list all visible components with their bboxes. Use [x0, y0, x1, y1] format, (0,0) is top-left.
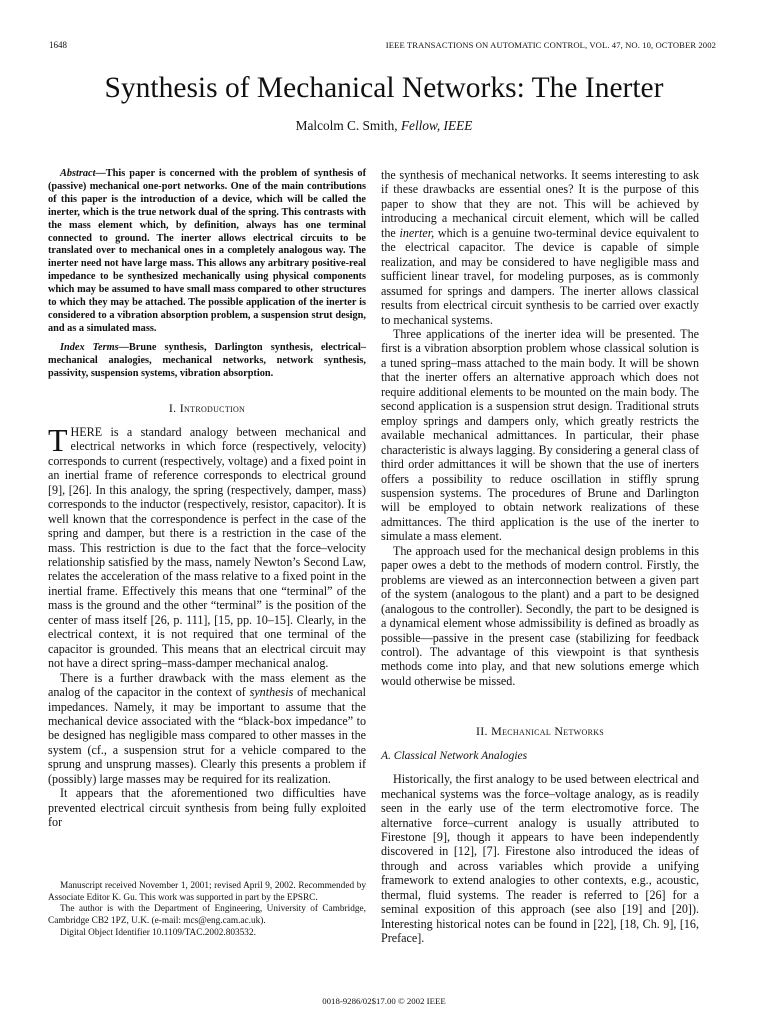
- footnote-doi: Digital Object Identifier 10.1109/TAC.2002.803532.: [60, 927, 256, 938]
- section2-paragraph-1: Historically, the first analogy to be used between electrical and mechanical systems was the force–voltage analogy, as is readily seen in the early use of the term electromotive force. The alternative force–current analogy is usually attributed to Firestone [9], though it appears to have been independently discovered in [12], [7]. Firestone also introduced the ideas of through and across variables which provide a unifying framework to extend analogies to other contexts, e.g., acoustic, thermal, fluid systems. The reader is referred to [26] for a seminal exposition of this approach (see also [19] and [20]). Interesting historical notes can be found in [22], [18, Ch. 9], [16, Preface].: [381, 772, 699, 946]
- dropcap: T: [48, 421, 68, 458]
- intro-paragraph-1-text: is a standard analogy between mechanical and electrical networks in which force (respectively, velocity) corresponds to current (respectively, voltage) and a fixed point in an inertial frame of reference corresponds to electrical ground [9], [26]. In this analogy, the spring (respectively, damper, mass) corresponds to the inductor (respectively, resistor, capacitor). It is well known that the correspondence is perfect in the case of the spring and damper, but there is a restriction in the case of the mass. This restriction is due to the fact that the force–velocity relationship satisfied by the mass, namely Newton’s Second Law, relates the acceleration of the mass relative to a fixed point in the inertial frame. Effectively this means that one “terminal” of the mass is the ground and the other “terminal” is the position of the center of mass itself [26, p. 111], [15, pp. 10–15]. Clearly, in the electrical context, it is not required that one terminal of the capacitor is grounded. This means that an electrical circuit may not have a direct spring–mass-damper mechanical analog.: [48, 424, 366, 671]
- intro-paragraph-4: Three applications of the inerter idea will be presented. The first is a vibration absorption problem whose classical solution is a tuned spring–mass attached to the main body. It will be shown that the inerter offers an alternative approach which does not require additional elements to be mounted on the main body. The second application is a suspension strut design. Traditional struts employ springs and dampers only, which greatly restricts the available mechanical admittances. In particular, their phase characteristic is always lagging. By considering a general class of third order admittances it will be shown that the use of inerters offers a possibility to reduce oscillation in stiffly sprung suspension systems. The procedures of Brune and Darlington will be employed to obtain network realizations of these admittances. The third application is the use of the inerter to simulate a mass element.: [381, 326, 699, 544]
- abstract-text: This paper is concerned with the problem of synthesis of (passive) mechanical one-port networks. One of the main contributions of this paper is the introduction of a device, which will be called the inerter, which is the true network dual of the spring. This contrasts with the mass element which, by definition, always has one terminal connected to ground. The inerter allows electrical circuits to be translated over to mechanical ones in a completely analogous way. The inerter need not have large mass. This allows any arbitrary positive-real impedance to be synthesized mechanically using physical components which may be assumed to have small mass compared to other structures to which they may be attached. The possible application of the inerter is considered to a vibration absorption problem, a suspension strut design, and as a simulated mass.: [48, 168, 366, 334]
- index-terms-text: Brune synthesis, Darlington synthesis, electrical–mechanical analogies, mechanical networks, network synthesis, passivity, suspension systems, vibration absorption.: [48, 341, 366, 379]
- running-head: IEEE TRANSACTIONS ON AUTOMATIC CONTROL, VOL. 47, NO. 10, OCTOBER 2002: [385, 40, 716, 50]
- abstract-label: Abstract—: [60, 168, 106, 179]
- section-heading-mechanical-networks: II. Mechanical Networks: [475, 724, 605, 739]
- page-number: 1648: [49, 40, 67, 50]
- author-grade: Fellow, IEEE: [400, 118, 473, 133]
- lead-word: HERE: [70, 424, 103, 439]
- intro-paragraph-1: [48, 421, 366, 671]
- intro-paragraph-3-continued: [381, 168, 699, 327]
- author-name: Malcolm C. Smith,: [295, 118, 398, 133]
- right-column: [381, 168, 699, 946]
- paper-title: Synthesis of Mechanical Networks: The Inerter: [104, 72, 664, 104]
- footnote-received: Manuscript received November 1, 2001; revised April 9, 2002. Recommended by Associate Editor K. Gu. This work was supported in part by the EPSRC.: [48, 881, 366, 903]
- index-terms: [48, 342, 366, 381]
- intro-paragraph-5: The approach used for the mechanical design problems in this paper owes a debt to the methods of modern control. Firstly, the problems are viewed as an interconnection between a given part of the system (analogous to the plant) and a part to be designed (analogous to the controller). Secondly, the part to be designed is a dynamical element whose admissibility is defined as broadly as possible—passive in the present case (stabilizing for feedback control). The advantage of this viewpoint is that synthesis methods come into play, and that new solutions emerge which would otherwise be missed.: [381, 543, 699, 688]
- abstract: [48, 168, 366, 336]
- footnote-affiliation: The author is with the Department of Engineering, University of Cambridge, Cambridge CB2 1PZ, U.K. (e-mail: mcs@eng.cam.ac.uk).: [48, 904, 366, 927]
- intro-paragraph-3-em: inerter,: [399, 225, 435, 240]
- intro-paragraph-3-cont-a: the synthesis of mechanical networks. It seems interesting to ask if these drawbacks are essential ones? It is the purpose of this paper to show that they are not. This will be achieved by introducing a mechanical circuit element, which will be called the: [381, 168, 699, 240]
- footnotes: [48, 881, 366, 940]
- intro-paragraph-3: It appears that the aforementioned two difficulties have prevented electrical circuit synthesis from being fully exploited for: [48, 786, 366, 830]
- intro-paragraph-2-text-a: There is a further drawback with the mass element as the analog of the capacitor in the context of: [48, 670, 366, 700]
- subsection-heading-analogies: A. Classical Network Analogies: [381, 749, 528, 762]
- copyright-footer: 0018-9286/02$17.00 © 2002 IEEE: [322, 996, 446, 1006]
- index-terms-label: Index Terms—: [60, 341, 129, 353]
- intro-paragraph-2: [48, 671, 366, 787]
- intro-paragraph-2-em: synthesis: [249, 685, 294, 700]
- intro-paragraph-2-text-b: of mechanical impedances. Namely, it may be important to assume that the mechanical device associated with the “black-box impedance” to be designed has negligible mass compared to other masses in the system (cf., a suspension strut for a vehicle compared to the sprung and unsprung masses). Clearly this presents a problem if (possibly) large masses may be required for its realization.: [48, 685, 367, 786]
- author-line: [0, 118, 768, 134]
- intro-paragraph-3-cont-b: which is a genuine two-terminal device equivalent to the electrical capacitor. The device is capable of simple realization, and may be considered to have negligible mass and sufficient linear travel, for modeling purposes, as is commonly assumed for springs and dampers. The inerter allows classical results from electrical circuit synthesis to be carried over exactly to mechanical systems.: [381, 225, 699, 327]
- left-column: [48, 168, 366, 830]
- section-heading-introduction: I. Introduction: [168, 400, 246, 415]
